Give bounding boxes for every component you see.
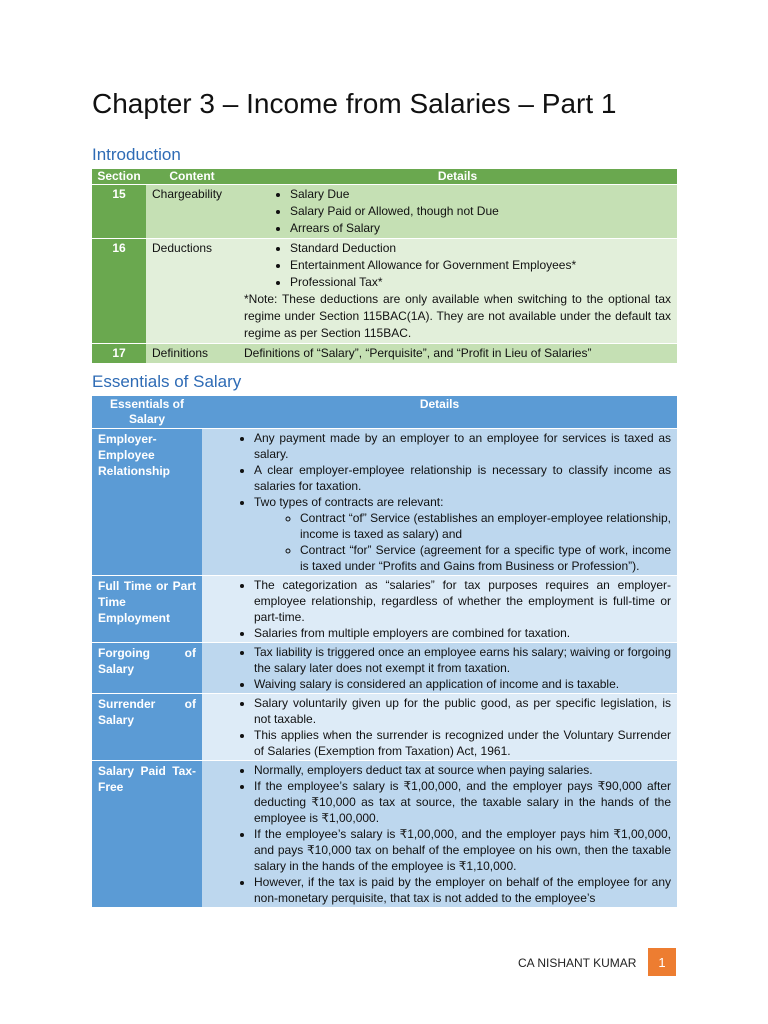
bullet-list <box>244 186 671 237</box>
details-cell <box>238 239 677 344</box>
list-item: • Salary Paid or Allowed, though not Due <box>290 203 671 220</box>
list-item: • Salaries from multiple employers are combined for taxation. <box>254 625 671 641</box>
header-details: Details <box>238 169 677 185</box>
essential-label: Salary Paid Tax-Free <box>92 761 202 908</box>
list-item: • A clear employer-employee relationship is necessary to classify income as salaries for taxation. <box>254 462 671 494</box>
introduction-heading: Introduction <box>92 145 181 164</box>
section-number: 15 <box>92 185 146 239</box>
list-item: • Standard Deduction <box>290 240 671 257</box>
table-row <box>92 429 677 576</box>
table-row <box>92 643 677 694</box>
list-item: • The categorization as “salaries” for tax purposes requires an employer-employee relationship, regardless of whether the employment is full-time or part-time. <box>254 577 671 625</box>
list-item: • If the employee’s salary is ₹1,00,000, and the employer pays him ₹1,00,000, and pays ₹10,000 tax on behalf of the employee on his own, then the taxable salary in the hands of the employee is ₹1,10,000. <box>254 826 671 874</box>
header-essentials: Essentials of Salary <box>92 396 202 429</box>
essential-label: Forgoing of Salary <box>92 643 202 694</box>
table-row <box>92 344 677 364</box>
header-content: Content <box>146 169 238 185</box>
section-number: 16 <box>92 239 146 344</box>
table-row <box>92 761 677 908</box>
bullet-list <box>202 644 671 692</box>
table-row <box>92 239 677 344</box>
list-item: • Arrears of Salary <box>290 220 671 237</box>
list-item: • Any payment made by an employer to an employee for services is taxed as salary. <box>254 430 671 462</box>
essentials-heading: Essentials of Salary <box>92 372 242 391</box>
content-cell: Deductions <box>146 239 238 344</box>
list-item: • Salary voluntarily given up for the public good, as per specific legislation, is not taxable. <box>254 695 671 727</box>
bullet-list <box>202 762 671 906</box>
essential-label: Employer-Employee Relationship <box>92 429 202 576</box>
essential-label: Full Time or Part Time Employment <box>92 576 202 643</box>
content-cell: Definitions <box>146 344 238 364</box>
list-item: • If the employee’s salary is ₹1,00,000, and the employer pays ₹90,000 after deducting ₹10,000 as tax at source, the taxable salary in the hands of the employee is ₹1,00,000. <box>254 778 671 826</box>
list-item: • Normally, employers deduct tax at source when paying salaries. <box>254 762 671 778</box>
footer-author: CA NISHANT KUMAR <box>518 956 637 970</box>
bullet-list <box>202 430 671 574</box>
essentials-table <box>92 396 677 907</box>
list-item: • However, if the tax is paid by the employer on behalf of the employee for any non-monetary perquisite, that tax is not added to the employee’s <box>254 874 671 906</box>
essential-label: Surrender of Salary <box>92 694 202 761</box>
list-item: • Professional Tax* <box>290 274 671 291</box>
details-cell <box>202 429 677 576</box>
list-item: • Waiving salary is considered an application of income and is taxable. <box>254 676 671 692</box>
table-row <box>92 694 677 761</box>
list-item: • Salary Due <box>290 186 671 203</box>
section-number: 17 <box>92 344 146 364</box>
sub-list-item: ◦ Contract “for” Service (agreement for a specific type of work, income is taxed under “Profits and Gains from Business or Profession”). <box>300 542 671 574</box>
content-cell: Chargeability <box>146 185 238 239</box>
essentials-header-row <box>92 396 677 429</box>
sub-list-item: ◦ Contract “of” Service (establishes an employer-employee relationship, income is taxed as salary) and <box>300 510 671 542</box>
details-cell <box>202 576 677 643</box>
list-item: • Tax liability is triggered once an employee earns his salary; waiving or forgoing the salary later does not exempt it from taxation. <box>254 644 671 676</box>
details-cell <box>202 694 677 761</box>
list-item: • This applies when the surrender is recognized under the Voluntary Surrender of Salaries (Exemption from Taxation) Act, 1961. <box>254 727 671 759</box>
deduction-note: *Note: These deductions are only available when switching to the optional tax regime under Section 115BAC(1A). They are not available under the default tax regime as per Section 115BAC. <box>244 292 671 340</box>
header-section: Section <box>92 169 146 185</box>
bullet-list <box>244 240 671 291</box>
list-item-text: Two types of contracts are relevant: <box>254 495 444 509</box>
list-item <box>254 494 671 574</box>
table-row <box>92 185 677 239</box>
intro-header-row <box>92 169 677 185</box>
page-title: Chapter 3 – Income from Salaries – Part 1 <box>92 88 617 119</box>
details-cell <box>202 643 677 694</box>
bullet-list <box>202 695 671 759</box>
sub-bullet-list <box>254 510 671 574</box>
details-cell <box>238 185 677 239</box>
page-number: 1 <box>648 948 676 976</box>
introduction-table <box>92 169 677 363</box>
header-details: Details <box>202 396 677 429</box>
list-item: • Entertainment Allowance for Government Employees* <box>290 257 671 274</box>
table-row <box>92 576 677 643</box>
details-cell <box>202 761 677 908</box>
details-cell: Definitions of “Salary”, “Perquisite”, and “Profit in Lieu of Salaries” <box>238 344 677 364</box>
bullet-list <box>202 577 671 641</box>
